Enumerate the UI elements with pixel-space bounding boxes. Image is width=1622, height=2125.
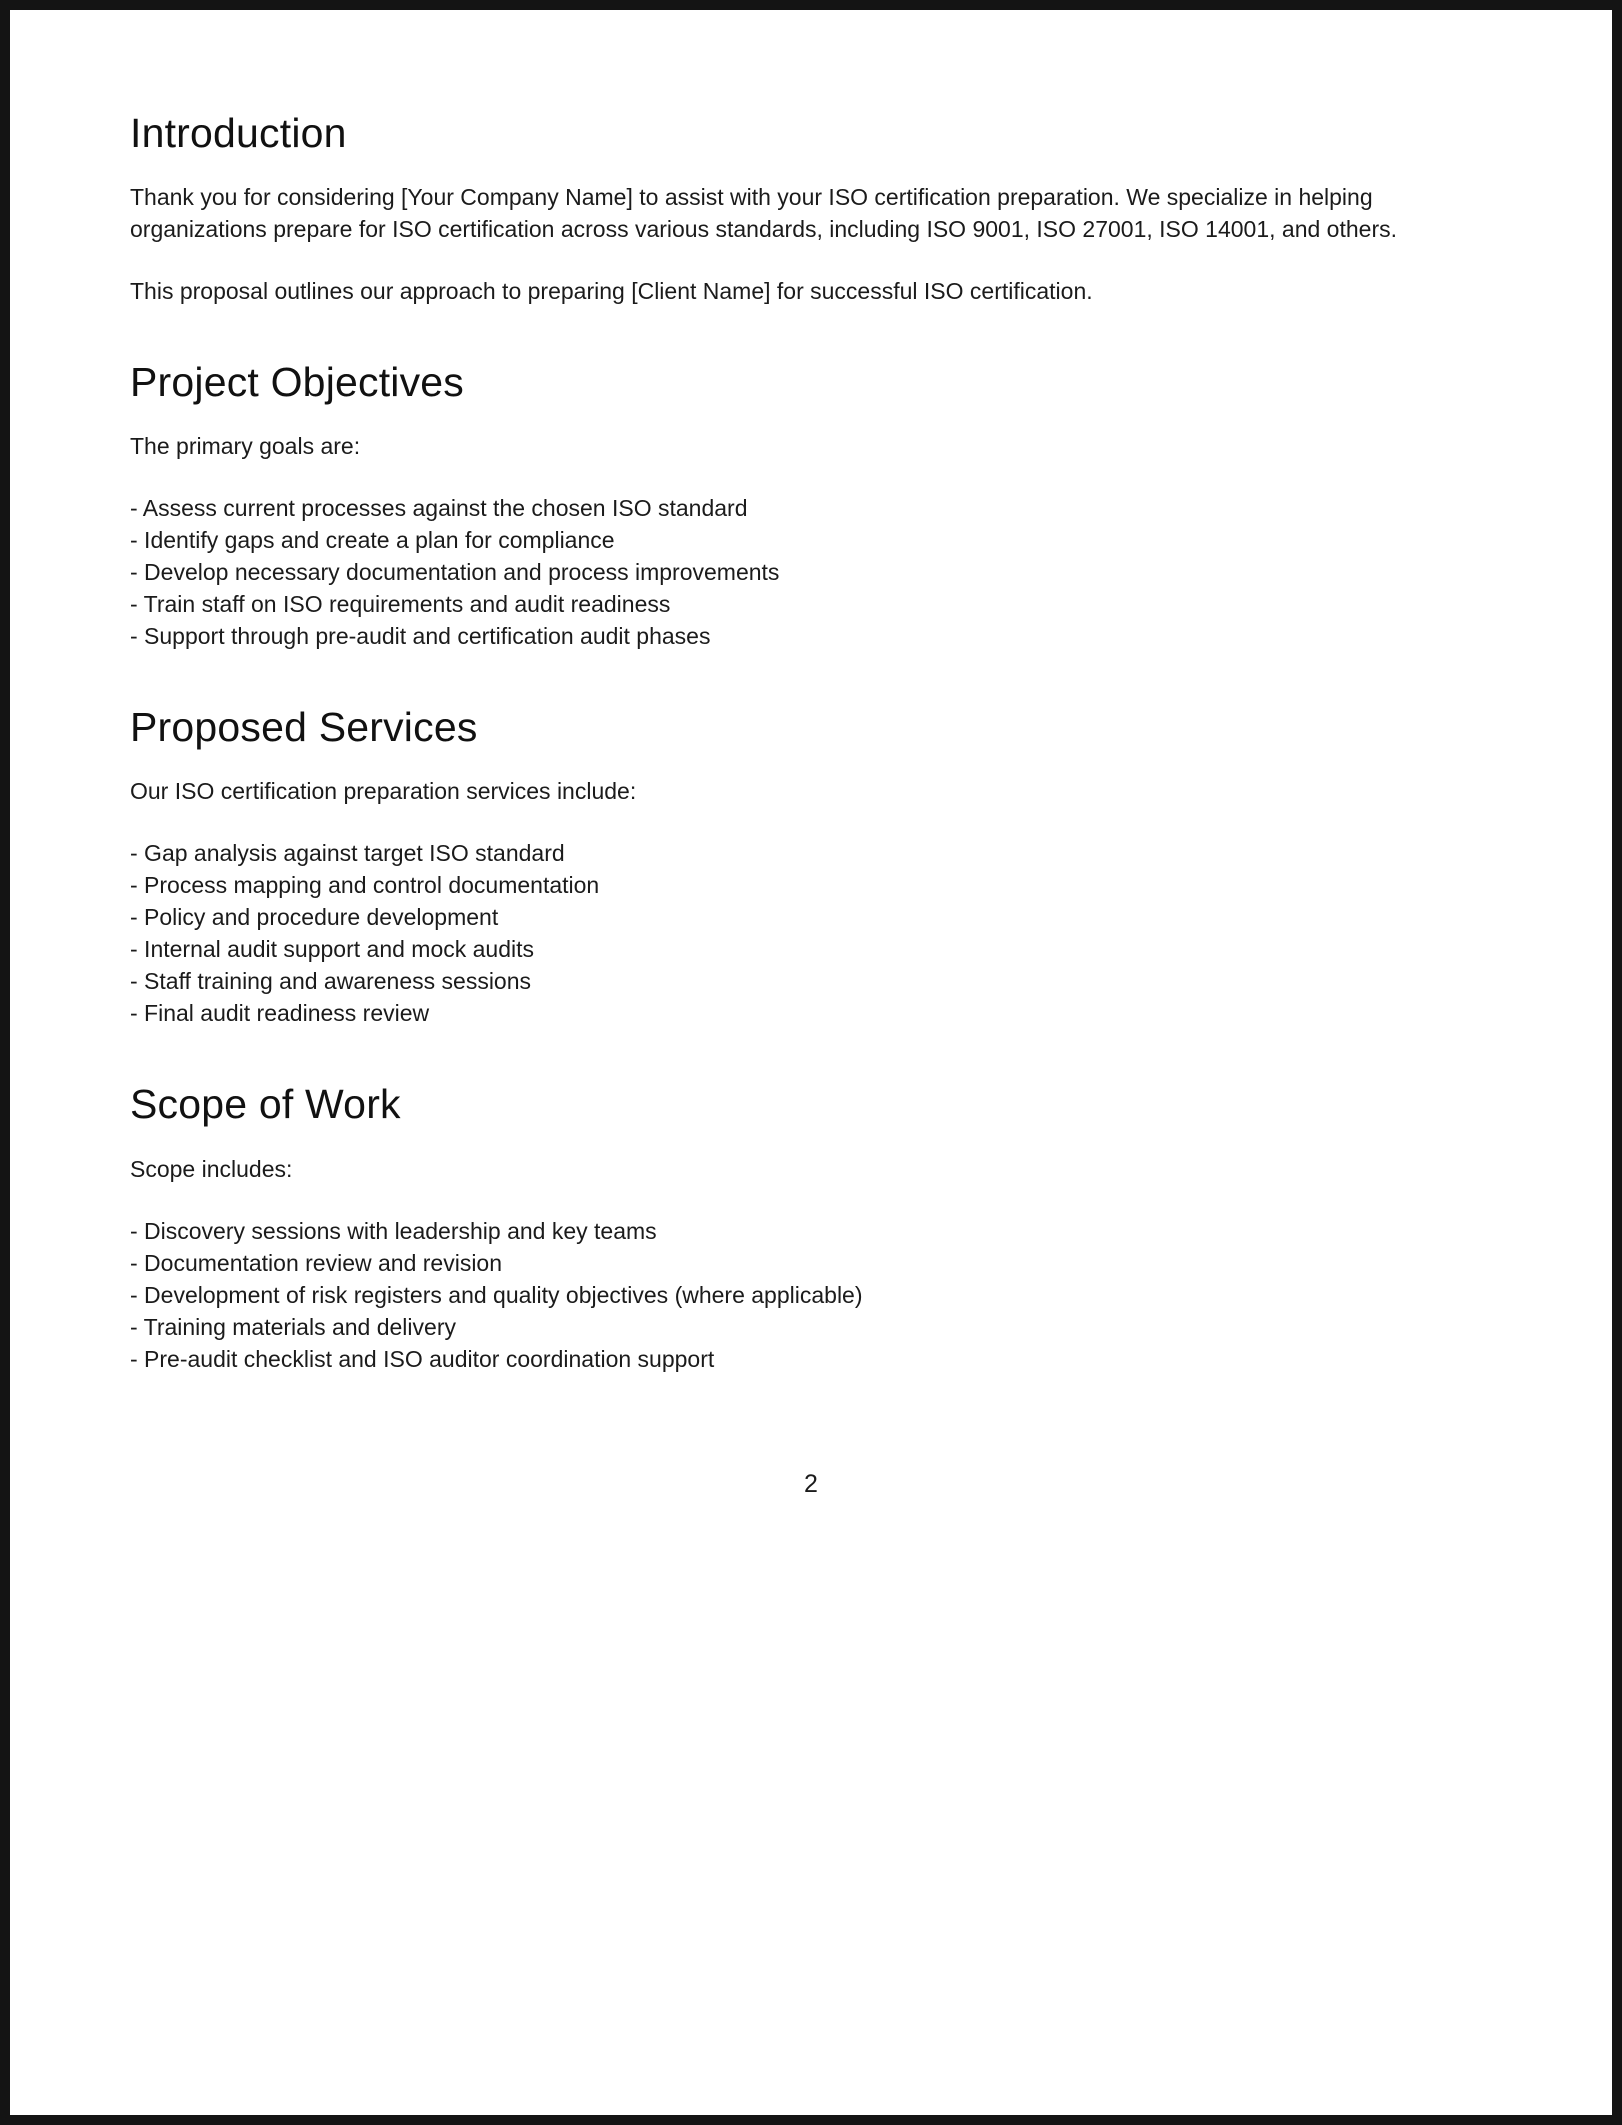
list-line: - Final audit readiness review — [130, 1000, 430, 1027]
list-line: - Identify gaps and create a plan for compliance — [130, 527, 615, 554]
paragraph: Thank you for considering [Your Company Name] to assist with your ISO certification preparation. We specialize in helping organizations prepare for ISO certification across various standards, including ISO 9001, ISO 27001, ISO 14001, and others. — [130, 184, 1397, 243]
paragraph: This proposal outlines our approach to preparing [Client Name] for successful ISO certification. — [130, 278, 1093, 305]
document-content — [10, 10, 1612, 1375]
list-line: - Train staff on ISO requirements and audit readiness — [130, 591, 671, 618]
list-line: - Pre-audit checklist and ISO auditor coordination support — [130, 1345, 715, 1372]
section-heading: Project Objectives — [130, 359, 465, 406]
list-line: - Support through pre-audit and certification audit phases — [130, 623, 711, 650]
list-line: - Assess current processes against the chosen ISO standard — [130, 495, 748, 522]
services-list — [130, 837, 1494, 1029]
list-line: - Policy and procedure development — [130, 904, 499, 931]
section-heading: Introduction — [130, 110, 347, 156]
section-heading: Proposed Services — [130, 704, 478, 751]
paragraph: Our ISO certification preparation services include: — [130, 778, 637, 805]
section-heading: Scope of Work — [130, 1081, 401, 1128]
section-introduction — [130, 110, 1494, 307]
list-line: - Gap analysis against target ISO standard — [130, 840, 565, 867]
list-line: - Process mapping and control documentation — [130, 872, 600, 899]
list-line: - Documentation review and revision — [130, 1249, 503, 1276]
list-line: - Discovery sessions with leadership and key teams — [130, 1217, 657, 1244]
objectives-list — [130, 492, 1494, 652]
list-line: - Internal audit support and mock audits — [130, 936, 535, 963]
list-line: - Training materials and delivery — [130, 1313, 456, 1340]
section-scope-of-work — [130, 1081, 1494, 1374]
page-number: 2 — [804, 1470, 818, 1498]
list-line: - Development of risk registers and quality objectives (where applicable) — [130, 1281, 863, 1308]
scope-list — [130, 1215, 1494, 1375]
section-project-objectives — [130, 359, 1494, 652]
list-line: - Develop necessary documentation and process improvements — [130, 559, 780, 586]
paragraph: Scope includes: — [130, 1155, 293, 1182]
paragraph: The primary goals are: — [130, 433, 361, 460]
section-proposed-services — [130, 704, 1494, 1029]
list-line: - Staff training and awareness sessions — [130, 968, 532, 995]
